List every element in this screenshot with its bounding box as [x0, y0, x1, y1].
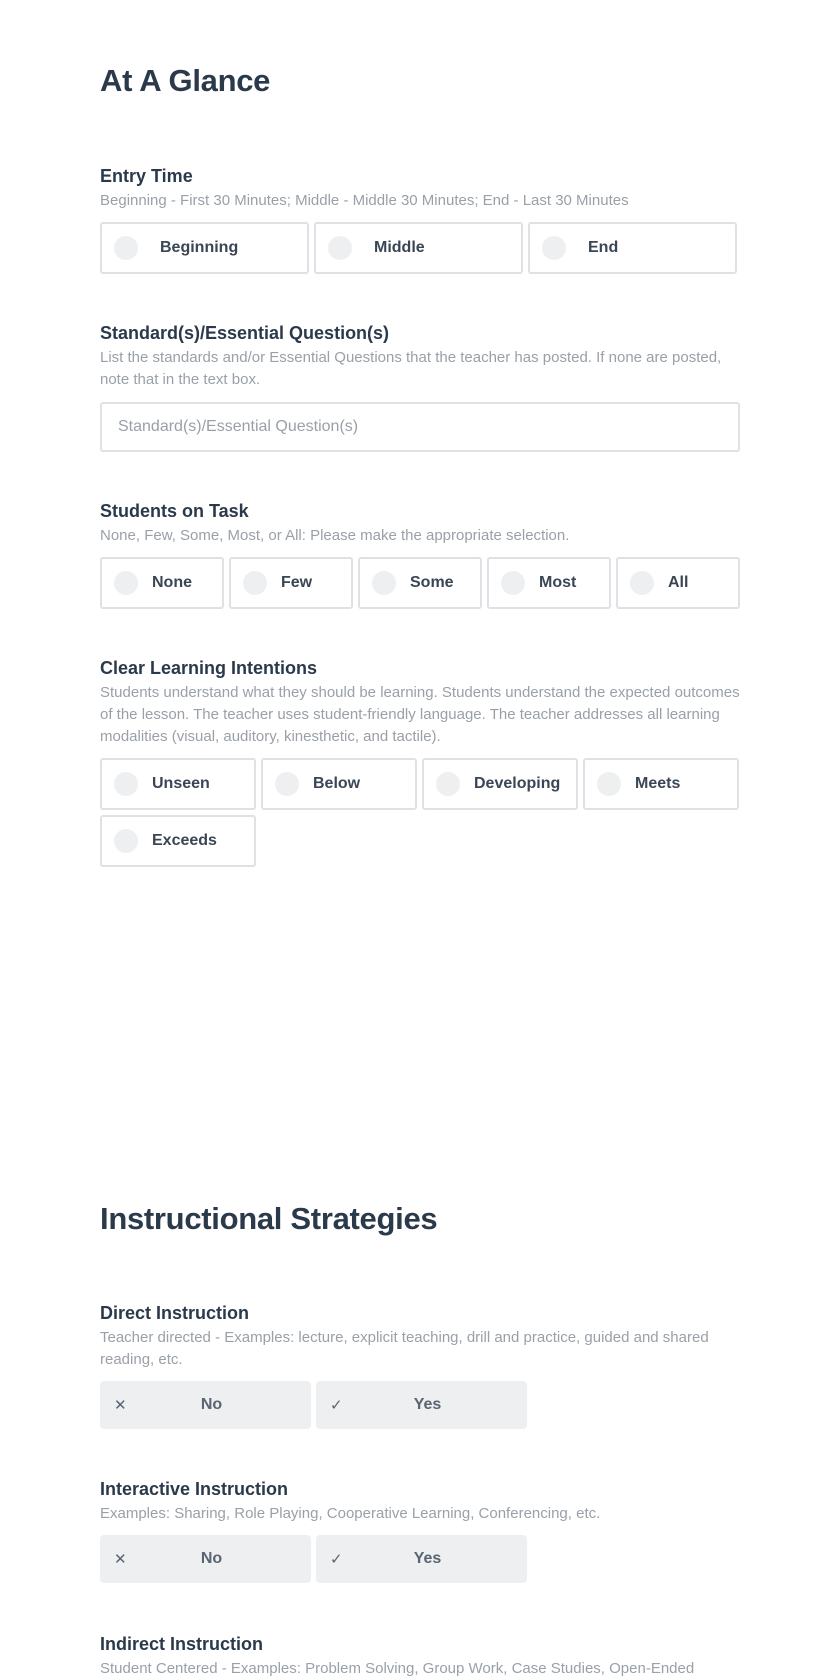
direct-instruction-toggle: [100, 1381, 750, 1429]
question-title: Entry Time: [100, 166, 193, 186]
radio-option-middle[interactable]: [314, 222, 523, 274]
radio-label: End: [588, 239, 619, 256]
radio-circle-icon: [114, 772, 138, 796]
radio-option-some[interactable]: [358, 557, 482, 609]
radio-option-all[interactable]: [616, 557, 740, 609]
radio-option-developing[interactable]: [422, 758, 578, 810]
radio-label: Unseen: [152, 775, 210, 792]
radio-circle-icon: [243, 571, 267, 595]
question-description: Students understand what they should be learning. Students understand the expected outcomes of the lesson. The teacher uses student-friendly language. The teacher addresses all learning modalities (visual, auditory, kinesthetic, and tactile).: [100, 684, 740, 745]
radio-label: Developing: [474, 775, 561, 792]
radio-label: Middle: [374, 239, 425, 256]
question-description: List the standards and/or Essential Questions that the teacher has posted. If none are posted, note that in the text box.: [100, 349, 722, 388]
radio-option-few[interactable]: [229, 557, 353, 609]
check-icon: ✓: [330, 1551, 343, 1568]
students-on-task-options: [100, 557, 760, 609]
section-title-at-a-glance: At A Glance: [100, 63, 271, 98]
question-indirect-instruction: [100, 1634, 760, 1680]
radio-circle-icon: [436, 772, 460, 796]
radio-circle-icon: [597, 772, 621, 796]
question-description: Teacher directed - Examples: lecture, explicit teaching, drill and practice, guided and shared reading, etc.: [100, 1329, 709, 1368]
question-standards: [100, 323, 740, 452]
question-students-on-task: [100, 501, 760, 609]
radio-circle-icon: [114, 236, 138, 260]
yes-button[interactable]: [316, 1381, 527, 1429]
radio-option-unseen[interactable]: [100, 758, 256, 810]
radio-label: Most: [539, 574, 577, 591]
standards-input[interactable]: [100, 402, 740, 452]
toggle-label: No: [200, 1396, 223, 1413]
radio-label: Exceeds: [152, 832, 217, 849]
interactive-instruction-toggle: [100, 1535, 750, 1583]
radio-option-end[interactable]: [528, 222, 737, 274]
toggle-label: Yes: [413, 1396, 442, 1413]
radio-circle-icon: [328, 236, 352, 260]
radio-option-none[interactable]: [100, 557, 224, 609]
radio-option-meets[interactable]: [583, 758, 739, 810]
no-button[interactable]: [100, 1381, 311, 1429]
question-clear-learning-intentions: [100, 658, 750, 867]
question-title: Interactive Instruction: [100, 1479, 289, 1499]
question-entry-time: [100, 166, 760, 274]
radio-label: Meets: [635, 775, 681, 792]
clear-learning-options: [100, 758, 740, 867]
radio-option-below[interactable]: [261, 758, 417, 810]
yes-button[interactable]: [316, 1535, 527, 1583]
question-direct-instruction: [100, 1303, 750, 1429]
radio-circle-icon: [114, 829, 138, 853]
radio-label: Below: [313, 775, 361, 792]
radio-option-exceeds[interactable]: [100, 815, 256, 867]
radio-label: All: [668, 574, 689, 591]
question-interactive-instruction: [100, 1479, 750, 1583]
question-title: Standard(s)/Essential Question(s): [100, 323, 390, 343]
radio-circle-icon: [114, 571, 138, 595]
entry-time-options: [100, 222, 760, 274]
radio-circle-icon: [542, 236, 566, 260]
question-description: Examples: Sharing, Role Playing, Cooperative Learning, Conferencing, etc.: [100, 1505, 601, 1522]
radio-label: Beginning: [160, 239, 239, 256]
question-title: Indirect Instruction: [100, 1634, 264, 1654]
question-title: Direct Instruction: [100, 1303, 250, 1323]
toggle-label: Yes: [413, 1550, 442, 1567]
no-button[interactable]: [100, 1535, 311, 1583]
question-description: Student Centered - Examples: Problem Solving, Group Work, Case Studies, Open-Ended: [100, 1660, 695, 1677]
radio-circle-icon: [501, 571, 525, 595]
radio-option-most[interactable]: [487, 557, 611, 609]
radio-label: None: [152, 574, 192, 591]
close-icon: ✕: [114, 1397, 127, 1414]
section-title-instructional-strategies: Instructional Strategies: [100, 1201, 438, 1236]
question-description: None, Few, Some, Most, or All: Please make the appropriate selection.: [100, 527, 570, 544]
radio-option-beginning[interactable]: [100, 222, 309, 274]
toggle-label: No: [200, 1550, 223, 1567]
radio-label: Few: [281, 574, 313, 591]
close-icon: ✕: [114, 1551, 127, 1568]
question-title: Clear Learning Intentions: [100, 658, 318, 678]
radio-label: Some: [410, 574, 454, 591]
radio-circle-icon: [372, 571, 396, 595]
question-description: Beginning - First 30 Minutes; Middle - Middle 30 Minutes; End - Last 30 Minutes: [100, 192, 629, 209]
radio-circle-icon: [630, 571, 654, 595]
question-title: Students on Task: [100, 501, 249, 521]
radio-circle-icon: [275, 772, 299, 796]
check-icon: ✓: [330, 1397, 343, 1414]
